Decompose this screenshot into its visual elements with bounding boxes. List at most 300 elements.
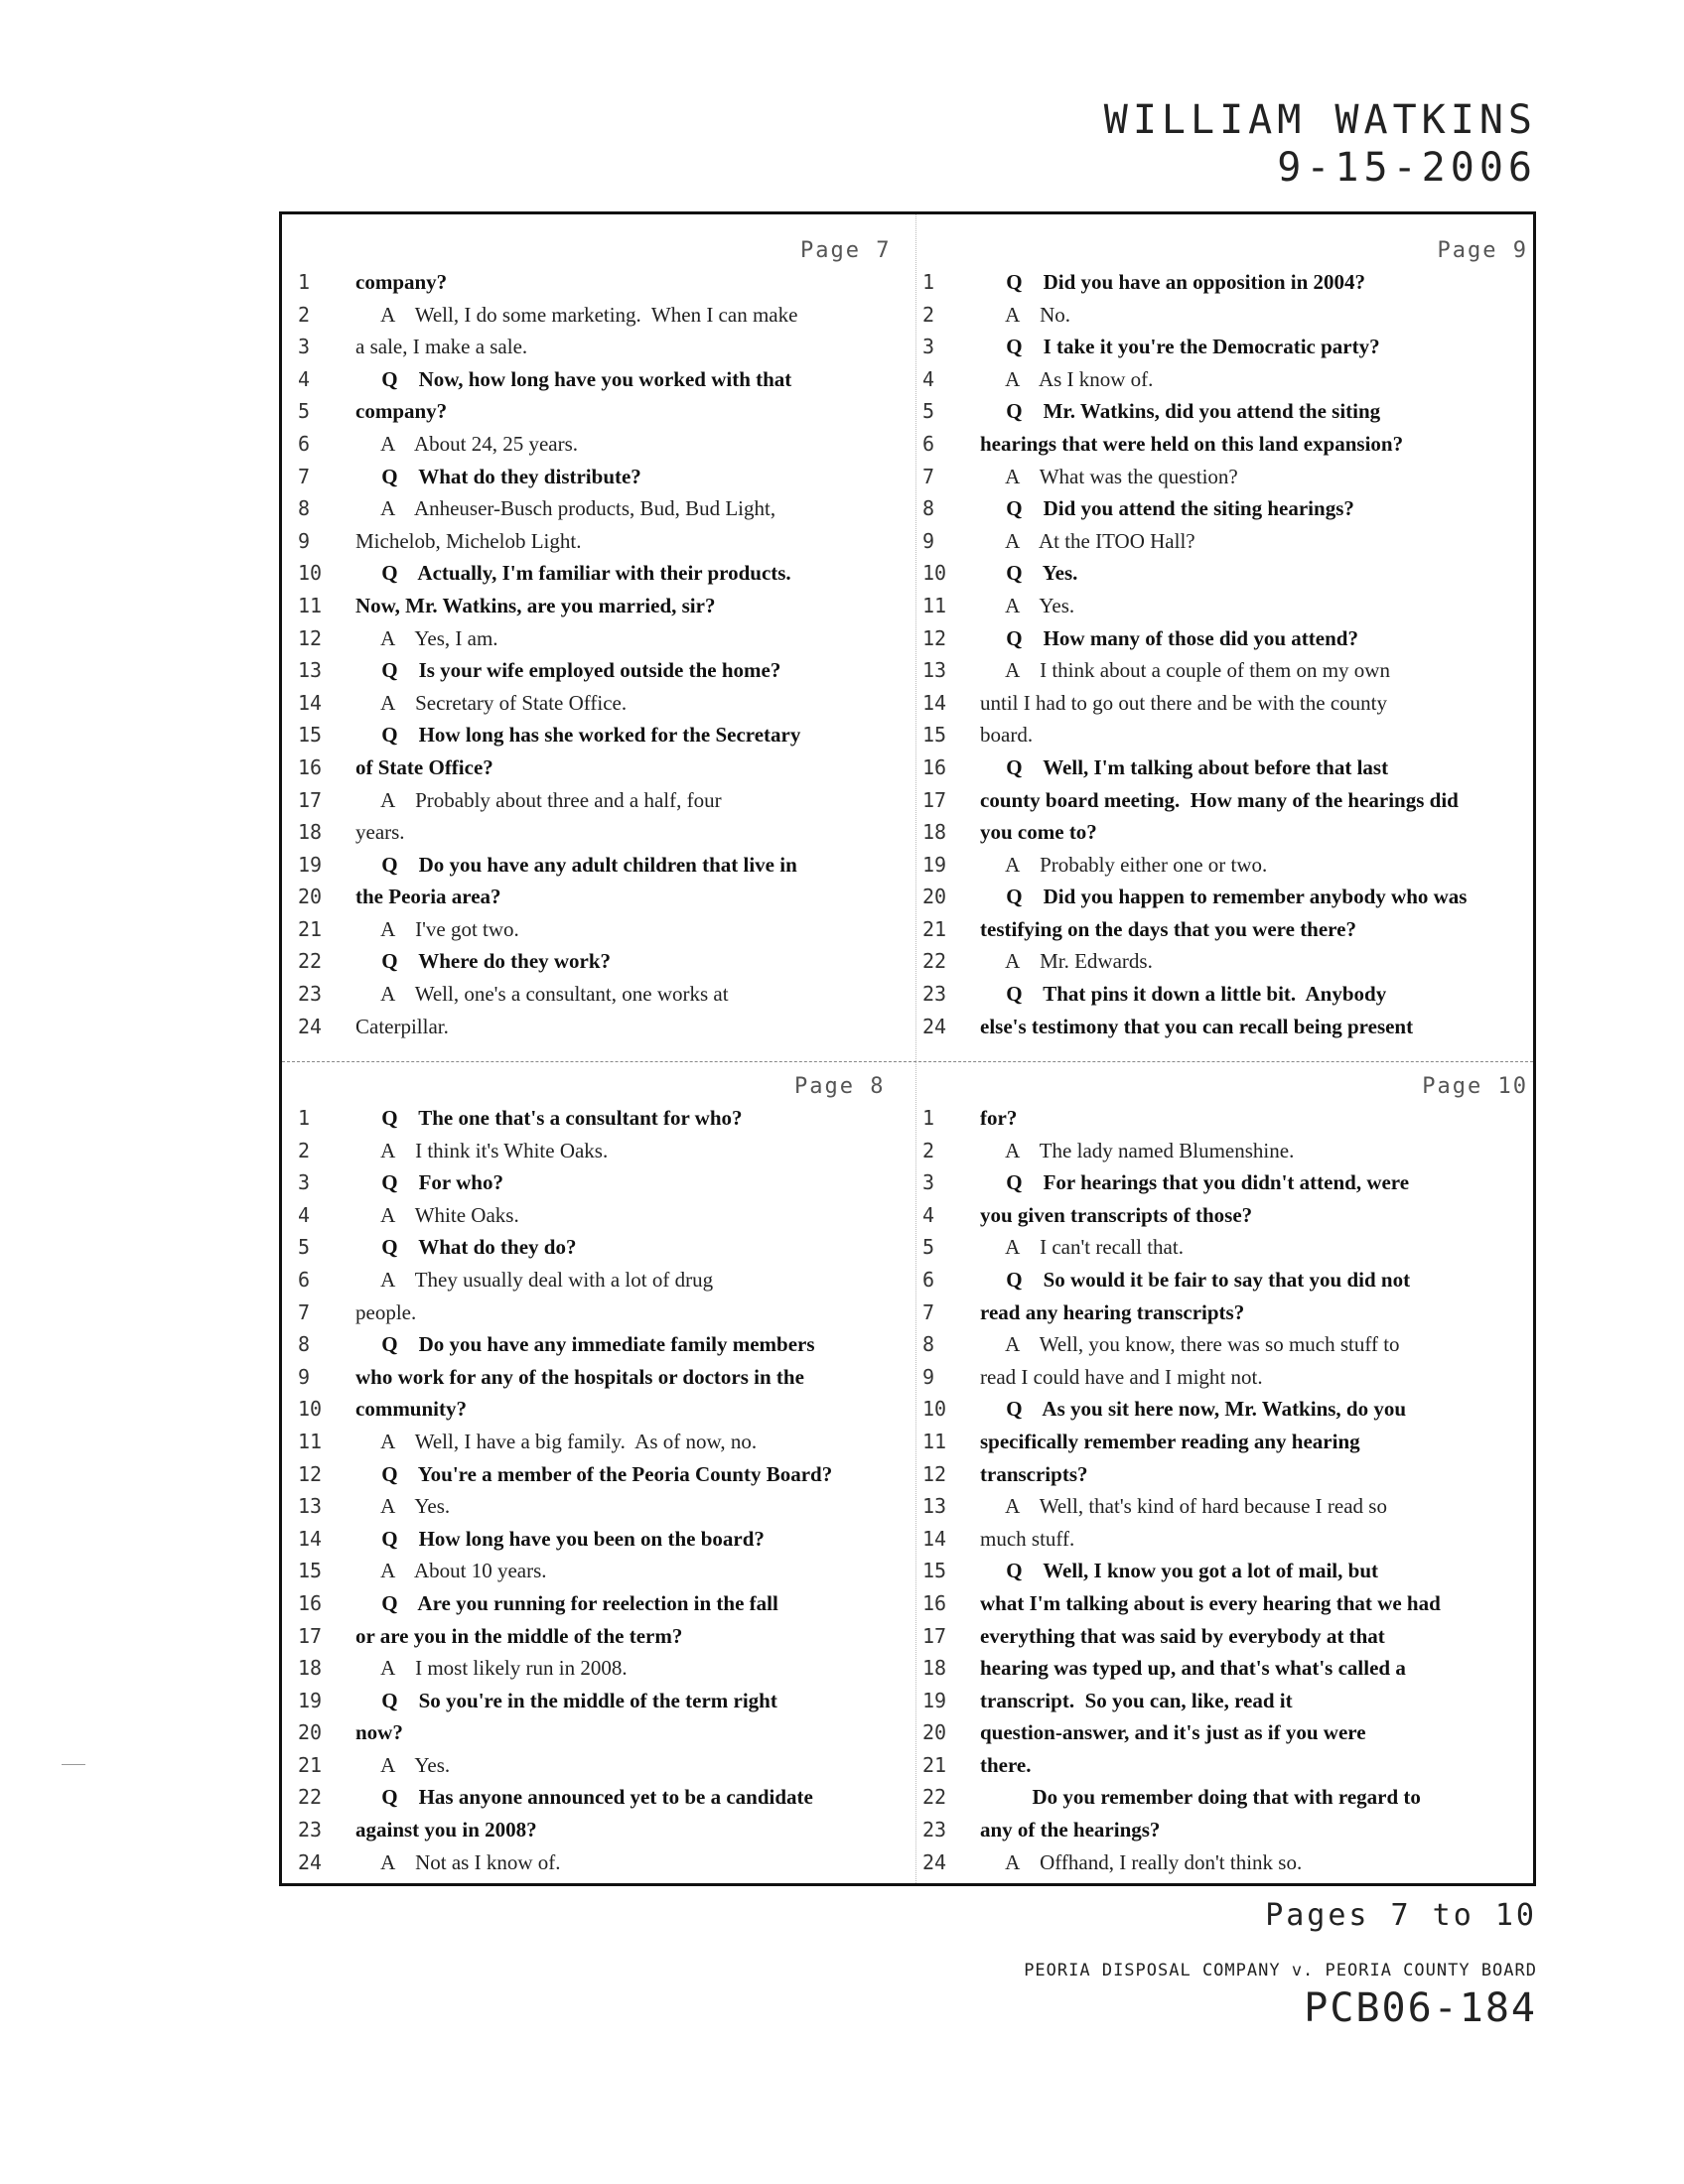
question-text: Q How long have you been on the board? bbox=[355, 1526, 765, 1551]
question-text: Q Did you attend the siting hearings? bbox=[980, 496, 1354, 521]
case-title: PEORIA DISPOSAL COMPANY v. PEORIA COUNTY BOARD bbox=[1024, 1961, 1537, 1980]
answer-text: a sale, I make a sale. bbox=[355, 335, 528, 359]
line-number: 6 bbox=[922, 431, 935, 456]
question-text: Q Do you have any adult children that live in bbox=[355, 852, 797, 877]
transcript-line bbox=[298, 525, 923, 558]
answer-text: A I think it's White Oaks. bbox=[355, 1138, 609, 1162]
line-number: 6 bbox=[298, 431, 311, 456]
transcript-line bbox=[922, 1426, 1530, 1458]
line-number: 2 bbox=[298, 1138, 311, 1162]
transcript-line bbox=[298, 1166, 923, 1199]
answer-text: A They usually deal with a lot of drug bbox=[355, 1267, 714, 1292]
line-number: 19 bbox=[922, 1688, 947, 1712]
transcript-line bbox=[922, 1814, 1530, 1846]
question-text: Q How many of those did you attend? bbox=[980, 625, 1358, 650]
line-number: 23 bbox=[922, 982, 947, 1007]
transcript-line bbox=[298, 1781, 923, 1814]
question-text: Q That pins it down a little bit. Anybody bbox=[980, 982, 1387, 1007]
answer-text: A White Oaks. bbox=[355, 1202, 519, 1227]
line-number: 4 bbox=[922, 1202, 935, 1227]
answer-text: A Well, you know, there was so much stuff to bbox=[980, 1332, 1400, 1357]
question-text: against you in 2008? bbox=[355, 1818, 537, 1843]
transcript-line bbox=[298, 978, 923, 1011]
question-text: Q Where do they work? bbox=[355, 949, 612, 974]
line-number: 22 bbox=[298, 949, 323, 974]
question-text: else's testimony that you can recall being present bbox=[980, 1014, 1414, 1038]
transcript-line bbox=[922, 1716, 1530, 1749]
transcript-line bbox=[298, 1620, 923, 1653]
line-number: 22 bbox=[922, 949, 947, 974]
transcript-line bbox=[298, 492, 923, 525]
transcript-line bbox=[922, 266, 1530, 299]
line-number: 8 bbox=[922, 496, 935, 521]
line-number: 16 bbox=[922, 754, 947, 779]
line-number: 6 bbox=[922, 1267, 935, 1292]
transcript-line bbox=[298, 945, 923, 978]
transcript-lines bbox=[922, 266, 1530, 1042]
transcript-line bbox=[298, 395, 923, 428]
question-text: read any hearing transcripts? bbox=[980, 1299, 1245, 1324]
line-number: 21 bbox=[922, 916, 947, 941]
line-number: 15 bbox=[298, 1559, 323, 1583]
line-number: 4 bbox=[298, 1202, 311, 1227]
answer-text: A Probably either one or two. bbox=[980, 852, 1268, 877]
witness-name: WILLIAM WATKINS bbox=[1103, 97, 1537, 143]
line-number: 16 bbox=[922, 1590, 947, 1615]
transcript-line bbox=[922, 1264, 1530, 1297]
question-text: Q Yes. bbox=[980, 561, 1078, 586]
line-number: 19 bbox=[298, 852, 323, 877]
transcript-line bbox=[298, 849, 923, 882]
transcript-line bbox=[922, 1781, 1530, 1814]
answer-text: A I most likely run in 2008. bbox=[355, 1656, 628, 1681]
question-text: Q How long has she worked for the Secretary bbox=[355, 723, 801, 748]
question-text: question-answer, and it's just as if you were bbox=[980, 1720, 1366, 1745]
line-number: 18 bbox=[298, 820, 323, 845]
transcript-line bbox=[298, 461, 923, 493]
line-number: 21 bbox=[298, 1752, 323, 1777]
transcript-line bbox=[298, 913, 923, 946]
question-text: Q Are you running for reelection in the fall bbox=[355, 1590, 778, 1615]
answer-text: A Offhand, I really don't think so. bbox=[980, 1849, 1303, 1874]
line-number: 9 bbox=[922, 1364, 935, 1389]
transcript-line bbox=[922, 1297, 1530, 1329]
question-text: you come to? bbox=[980, 820, 1097, 845]
transcript-line bbox=[298, 590, 923, 622]
transcript-line bbox=[922, 363, 1530, 396]
question-text: you given transcripts of those? bbox=[980, 1202, 1253, 1227]
line-number: 5 bbox=[922, 1235, 935, 1260]
line-number: 24 bbox=[298, 1014, 323, 1038]
transcript-line bbox=[922, 1749, 1530, 1782]
line-number: 17 bbox=[298, 1623, 323, 1648]
transcript-line bbox=[298, 1199, 923, 1232]
line-number: 9 bbox=[922, 528, 935, 553]
line-number: 12 bbox=[922, 625, 947, 650]
question-text: of State Office? bbox=[355, 754, 493, 779]
question-text: there. bbox=[980, 1752, 1032, 1777]
transcript-line bbox=[922, 654, 1530, 687]
transcript-line bbox=[922, 1490, 1530, 1523]
question-text: company? bbox=[355, 270, 448, 294]
line-number: 7 bbox=[922, 464, 935, 488]
line-number: 5 bbox=[298, 1235, 311, 1260]
transcript-line bbox=[298, 1749, 923, 1782]
transcript-line bbox=[298, 1426, 923, 1458]
line-number: 18 bbox=[298, 1656, 323, 1681]
line-number: 3 bbox=[298, 335, 311, 359]
question-text: Q Do you have any immediate family members bbox=[355, 1332, 815, 1357]
answer-text: A Secretary of State Office. bbox=[355, 690, 628, 715]
line-number: 14 bbox=[922, 690, 947, 715]
transcript-line bbox=[298, 1814, 923, 1846]
question-text: Q You're a member of the Peoria County Board? bbox=[355, 1461, 833, 1486]
question-text: Q For hearings that you didn't attend, were bbox=[980, 1170, 1410, 1195]
line-number: 11 bbox=[922, 593, 947, 617]
question-text: any of the hearings? bbox=[980, 1818, 1161, 1843]
answer-text: A Yes. bbox=[355, 1494, 451, 1519]
question-text: company? bbox=[355, 399, 448, 424]
answer-text: A Well, that's kind of hard because I read so bbox=[980, 1494, 1387, 1519]
answer-text: A Mr. Edwards. bbox=[980, 949, 1153, 974]
answer-text: A Well, I do some marketing. When I can make bbox=[355, 302, 798, 327]
transcript-line bbox=[922, 1231, 1530, 1264]
line-number: 15 bbox=[298, 723, 323, 748]
line-number: 5 bbox=[922, 399, 935, 424]
transcript-lines bbox=[922, 1102, 1530, 1878]
answer-text: people. bbox=[355, 1299, 417, 1324]
transcript-line bbox=[298, 266, 923, 299]
question-text: Q Mr. Watkins, did you attend the siting bbox=[980, 399, 1381, 424]
question-text: for? bbox=[980, 1106, 1018, 1130]
transcript-line bbox=[922, 428, 1530, 461]
transcript-line bbox=[922, 1458, 1530, 1491]
line-number: 5 bbox=[298, 399, 311, 424]
transcript-line bbox=[298, 1102, 923, 1135]
line-number: 1 bbox=[922, 270, 935, 294]
line-number: 14 bbox=[298, 1526, 323, 1551]
answer-text: A Yes, I am. bbox=[355, 625, 498, 650]
question-text: Q I take it you're the Democratic party? bbox=[980, 335, 1380, 359]
transcript-line bbox=[298, 1685, 923, 1717]
line-number: 10 bbox=[922, 561, 947, 586]
transcript-line bbox=[922, 1166, 1530, 1199]
line-number: 19 bbox=[298, 1688, 323, 1712]
transcript-line bbox=[298, 1587, 923, 1620]
question-text: now? bbox=[355, 1720, 403, 1745]
line-number: 13 bbox=[298, 1494, 323, 1519]
question-text: Q Has anyone announced yet to be a candidate bbox=[355, 1785, 813, 1810]
question-text: Q What do they distribute? bbox=[355, 464, 641, 488]
line-number: 11 bbox=[922, 1429, 947, 1453]
line-number: 7 bbox=[922, 1299, 935, 1324]
transcript-line bbox=[922, 1135, 1530, 1167]
answer-text: until I had to go out there and be with the county bbox=[980, 690, 1387, 715]
line-number: 20 bbox=[298, 1720, 323, 1745]
question-text: Q Did you have an opposition in 2004? bbox=[980, 270, 1366, 294]
transcript-line bbox=[922, 751, 1530, 784]
line-number: 6 bbox=[298, 1267, 311, 1292]
line-number: 22 bbox=[922, 1785, 947, 1810]
page-label: Page 10 bbox=[1422, 1074, 1528, 1099]
line-number: 14 bbox=[298, 690, 323, 715]
answer-text: A The lady named Blumenshine. bbox=[980, 1138, 1295, 1162]
transcript-line bbox=[922, 913, 1530, 946]
transcript-line bbox=[922, 1102, 1530, 1135]
line-number: 23 bbox=[298, 1818, 323, 1843]
transcript-line bbox=[298, 1716, 923, 1749]
transcript-line bbox=[298, 428, 923, 461]
transcript-line bbox=[298, 1297, 923, 1329]
line-number: 4 bbox=[298, 366, 311, 391]
question-text: Q So you're in the middle of the term right bbox=[355, 1688, 777, 1712]
transcript-line bbox=[922, 687, 1530, 720]
line-number: 15 bbox=[922, 723, 947, 748]
transcript-line bbox=[922, 622, 1530, 655]
transcript-line bbox=[298, 784, 923, 817]
transcript-line bbox=[298, 299, 923, 332]
page-label: Page 8 bbox=[794, 1074, 886, 1099]
transcript-lines bbox=[298, 1102, 923, 1878]
transcript-line bbox=[922, 1685, 1530, 1717]
line-number: 18 bbox=[922, 1656, 947, 1681]
line-number: 24 bbox=[922, 1849, 947, 1874]
transcript-line bbox=[298, 1328, 923, 1361]
answer-text: A What was the question? bbox=[980, 464, 1238, 488]
transcript-line bbox=[922, 1199, 1530, 1232]
answer-text: A No. bbox=[980, 302, 1071, 327]
question-text: transcripts? bbox=[980, 1461, 1088, 1486]
answer-text: A About 24, 25 years. bbox=[355, 431, 578, 456]
transcript-line bbox=[922, 331, 1530, 363]
question-text: Q Is your wife employed outside the home? bbox=[355, 658, 781, 683]
question-text: Q So would it be fair to say that you did not bbox=[980, 1267, 1411, 1292]
line-number: 21 bbox=[298, 916, 323, 941]
answer-text: A I think about a couple of them on my own bbox=[980, 658, 1390, 683]
transcript-line bbox=[298, 1490, 923, 1523]
margin-mark bbox=[62, 1764, 85, 1765]
answer-text: A Well, I have a big family. As of now, no. bbox=[355, 1429, 758, 1453]
line-number: 8 bbox=[298, 1332, 311, 1357]
line-number: 2 bbox=[922, 1138, 935, 1162]
pages-range: Pages 7 to 10 bbox=[1265, 1898, 1537, 1933]
line-number: 17 bbox=[922, 1623, 947, 1648]
question-text: Q For who? bbox=[355, 1170, 503, 1195]
transcript-line bbox=[298, 1458, 923, 1491]
question-text: Q Now, how long have you worked with that bbox=[355, 366, 792, 391]
question-text: specifically remember reading any hearing bbox=[980, 1429, 1360, 1453]
transcript-line bbox=[922, 1587, 1530, 1620]
line-number: 10 bbox=[298, 1397, 323, 1422]
question-text: Q As you sit here now, Mr. Watkins, do you bbox=[980, 1397, 1407, 1422]
line-number: 2 bbox=[922, 302, 935, 327]
line-number: 7 bbox=[298, 464, 311, 488]
line-number: 20 bbox=[298, 885, 323, 909]
case-number: PCB06-184 bbox=[1304, 1985, 1537, 2031]
question-text: transcript. So you can, like, read it bbox=[980, 1688, 1293, 1712]
answer-text: A I can't recall that. bbox=[980, 1235, 1184, 1260]
question-text: hearing was typed up, and that's what's called a bbox=[980, 1656, 1406, 1681]
line-number: 1 bbox=[922, 1106, 935, 1130]
transcript-frame bbox=[279, 211, 1536, 1886]
transcript-line bbox=[922, 557, 1530, 590]
line-number: 3 bbox=[922, 1170, 935, 1195]
transcript-line bbox=[922, 978, 1530, 1011]
line-number: 15 bbox=[922, 1559, 947, 1583]
transcript-line bbox=[922, 849, 1530, 882]
answer-text: A Well, one's a consultant, one works at bbox=[355, 982, 729, 1007]
answer-text: much stuff. bbox=[980, 1526, 1075, 1551]
line-number: 24 bbox=[298, 1849, 323, 1874]
transcript-line bbox=[922, 1846, 1530, 1879]
transcript-line bbox=[298, 1361, 923, 1394]
answer-text: A I've got two. bbox=[355, 916, 519, 941]
answer-text: A Probably about three and a half, four bbox=[355, 787, 722, 812]
line-number: 23 bbox=[922, 1818, 947, 1843]
line-number: 1 bbox=[298, 270, 311, 294]
transcript-line bbox=[298, 1523, 923, 1556]
line-number: 10 bbox=[298, 561, 323, 586]
question-text: Q Well, I know you got a lot of mail, but bbox=[980, 1559, 1378, 1583]
transcript-line bbox=[298, 1393, 923, 1426]
line-number: 12 bbox=[922, 1461, 947, 1486]
transcript-line bbox=[922, 1011, 1530, 1043]
line-number: 23 bbox=[298, 982, 323, 1007]
transcript-line bbox=[922, 1393, 1530, 1426]
deposition-date: 9-15-2006 bbox=[1277, 145, 1537, 191]
line-number: 19 bbox=[922, 852, 947, 877]
transcript-line bbox=[922, 816, 1530, 849]
transcript-line bbox=[922, 1620, 1530, 1653]
transcript-line bbox=[922, 719, 1530, 751]
transcript-line bbox=[922, 395, 1530, 428]
transcript-line bbox=[922, 525, 1530, 558]
transcript-line bbox=[298, 1846, 923, 1879]
answer-text: A Yes. bbox=[355, 1752, 451, 1777]
question-text: Q The one that's a consultant for who? bbox=[355, 1106, 743, 1130]
transcript-line bbox=[922, 1523, 1530, 1556]
line-number: 18 bbox=[922, 820, 947, 845]
transcript-line bbox=[922, 1328, 1530, 1361]
answer-text: A At the ITOO Hall? bbox=[980, 528, 1195, 553]
transcript-line bbox=[298, 816, 923, 849]
answer-text: A Not as I know of. bbox=[355, 1849, 561, 1874]
transcript-line bbox=[298, 687, 923, 720]
transcript-line bbox=[922, 1361, 1530, 1394]
line-number: 20 bbox=[922, 1720, 947, 1745]
question-text: Q What do they do? bbox=[355, 1235, 577, 1260]
line-number: 17 bbox=[922, 787, 947, 812]
question-text: or are you in the middle of the term? bbox=[355, 1623, 683, 1648]
line-number: 22 bbox=[298, 1785, 323, 1810]
line-number: 14 bbox=[922, 1526, 947, 1551]
answer-text: A Anheuser-Busch products, Bud, Bud Light, bbox=[355, 496, 776, 521]
transcript-line bbox=[298, 1652, 923, 1685]
line-number: 3 bbox=[922, 335, 935, 359]
question-text: what I'm talking about is every hearing that we had bbox=[980, 1590, 1441, 1615]
transcript-line bbox=[298, 1555, 923, 1587]
transcript-line bbox=[298, 654, 923, 687]
question-text: testifying on the days that you were there? bbox=[980, 916, 1356, 941]
transcript-line bbox=[922, 1652, 1530, 1685]
answer-text: A About 10 years. bbox=[355, 1559, 547, 1583]
line-number: 4 bbox=[922, 366, 935, 391]
line-number: 16 bbox=[298, 754, 323, 779]
question-text: Do you remember doing that with regard to bbox=[980, 1785, 1421, 1810]
line-number: 17 bbox=[298, 787, 323, 812]
line-number: 10 bbox=[922, 1397, 947, 1422]
line-number: 8 bbox=[922, 1332, 935, 1357]
answer-text: years. bbox=[355, 820, 405, 845]
row-divider bbox=[282, 1061, 1533, 1062]
line-number: 3 bbox=[298, 1170, 311, 1195]
line-number: 7 bbox=[298, 1299, 311, 1324]
answer-text: A Yes. bbox=[980, 593, 1075, 617]
transcript-line bbox=[298, 557, 923, 590]
transcript-line bbox=[298, 881, 923, 913]
question-text: county board meeting. How many of the hearings did bbox=[980, 787, 1459, 812]
answer-text: board. bbox=[980, 723, 1034, 748]
line-number: 9 bbox=[298, 1364, 311, 1389]
question-text: Now, Mr. Watkins, are you married, sir? bbox=[355, 593, 716, 617]
line-number: 21 bbox=[922, 1752, 947, 1777]
line-number: 12 bbox=[298, 625, 323, 650]
page-label: Page 7 bbox=[800, 238, 892, 263]
line-number: 11 bbox=[298, 593, 323, 617]
transcript-line bbox=[922, 590, 1530, 622]
question-text: community? bbox=[355, 1397, 467, 1422]
answer-text: Caterpillar. bbox=[355, 1014, 449, 1038]
transcript-line bbox=[298, 363, 923, 396]
transcript-line bbox=[298, 719, 923, 751]
line-number: 24 bbox=[922, 1014, 947, 1038]
transcript-line bbox=[922, 461, 1530, 493]
question-text: who work for any of the hospitals or doctors in the bbox=[355, 1364, 804, 1389]
transcript-line bbox=[298, 751, 923, 784]
answer-text: A As I know of. bbox=[980, 366, 1154, 391]
question-text: Q Did you happen to remember anybody who was bbox=[980, 885, 1468, 909]
transcript-line bbox=[922, 945, 1530, 978]
transcript-line bbox=[922, 881, 1530, 913]
line-number: 20 bbox=[922, 885, 947, 909]
answer-text: read I could have and I might not. bbox=[980, 1364, 1263, 1389]
line-number: 1 bbox=[298, 1106, 311, 1130]
line-number: 11 bbox=[298, 1429, 323, 1453]
transcript-line bbox=[298, 1135, 923, 1167]
answer-text: Michelob, Michelob Light. bbox=[355, 528, 582, 553]
transcript-line bbox=[298, 1264, 923, 1297]
question-text: the Peoria area? bbox=[355, 885, 501, 909]
page-label: Page 9 bbox=[1437, 238, 1528, 263]
transcript-line bbox=[922, 492, 1530, 525]
question-text: hearings that were held on this land expansion? bbox=[980, 431, 1404, 456]
line-number: 9 bbox=[298, 528, 311, 553]
transcript-line bbox=[298, 331, 923, 363]
transcript-lines bbox=[298, 266, 923, 1042]
line-number: 2 bbox=[298, 302, 311, 327]
transcript-line bbox=[922, 299, 1530, 332]
question-text: Q Well, I'm talking about before that last bbox=[980, 754, 1389, 779]
transcript-line bbox=[298, 1231, 923, 1264]
question-text: everything that was said by everybody at that bbox=[980, 1623, 1385, 1648]
line-number: 12 bbox=[298, 1461, 323, 1486]
question-text: Q Actually, I'm familiar with their products. bbox=[355, 561, 791, 586]
line-number: 13 bbox=[922, 1494, 947, 1519]
line-number: 16 bbox=[298, 1590, 323, 1615]
transcript-line bbox=[922, 1555, 1530, 1587]
transcript-line bbox=[922, 784, 1530, 817]
line-number: 13 bbox=[922, 658, 947, 683]
